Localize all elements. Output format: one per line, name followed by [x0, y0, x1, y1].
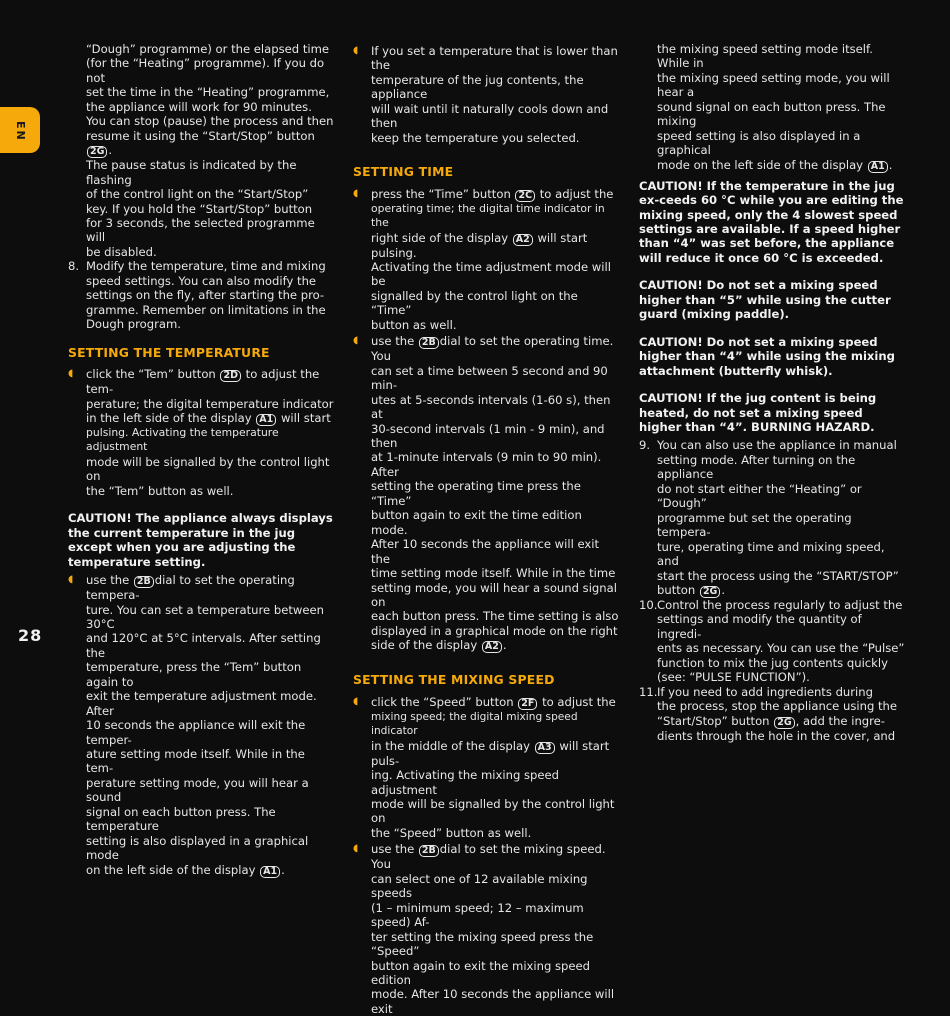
caution-mixing-attachment: CAUTION! Do not set a mixing speed higher than “4” while using the mixing attachment (butterfly whisk). [639, 334, 895, 378]
key-badge-2c: 2C [515, 190, 535, 202]
text-line [371, 695, 620, 710]
key-badge-2g: 2G [87, 146, 107, 158]
text-line [371, 739, 620, 768]
text-line: dients through the hole in the cover, and [657, 728, 896, 743]
list-number: 8. [68, 259, 80, 274]
text-line: Activating the time adjustment mode will be [371, 259, 611, 289]
text-line: ature setting mode itself. While in the tem- [86, 747, 305, 776]
text-line [86, 367, 334, 396]
key-badge-a1: A1 [868, 161, 888, 173]
text-line: at 1-minute intervals (9 min to 90 min). After [371, 450, 602, 479]
text-line: button again to exit the mixing speed edition [371, 958, 591, 988]
bullet-arrow-icon: ◖ [353, 45, 359, 56]
text-line: setting mode. After turning on the appliance [657, 452, 856, 482]
text-line: displayed in a graphical mode on the right [371, 623, 618, 638]
text-line [86, 411, 334, 426]
list-item-10 [639, 598, 905, 685]
text-line: ing. Activating the mixing speed adjustment [371, 768, 560, 797]
list-item-11 [639, 685, 905, 743]
page-number: 28 [18, 626, 43, 645]
text-span: in the middle of the display [371, 738, 530, 753]
text-line: The pause status is indicated by the flashing [86, 158, 297, 187]
text-line: exit the temperature adjustment mode. After [86, 689, 317, 718]
caution-jug-temperature: CAUTION! If the temperature in the jug ex-ceeds 60 °C while you are editing the mixing speed, only the 4 slowest speed settings are available. If a speed higher than “4” was set before, the appliance will reduce it once 60 °C is exceeded. [639, 178, 904, 265]
text-line: temperature, press the “Tem” button again to [86, 660, 302, 689]
text-line: utes at 5-seconds intervals (1-60 s), then at [371, 392, 611, 422]
list-number: 10. [639, 597, 658, 612]
bullet-arrow-icon: ◖ [353, 695, 359, 707]
text-span: press the “Time” button [371, 186, 511, 201]
bullet-speed-1 [353, 695, 620, 841]
text-line: will wait until it naturally cools down and then [371, 101, 609, 131]
bullet-time-2 [353, 334, 620, 653]
bullet-arrow-icon: ◖ [353, 843, 359, 855]
text-line: ter setting the mixing speed press the “Speed” [371, 929, 594, 959]
list-number: 9. [639, 438, 651, 453]
text-line: 30-second intervals (1 min - 9 min), and then [371, 421, 605, 450]
bullet-arrow-icon: ◖ [353, 187, 359, 199]
bullet-arrow-icon: ◖ [68, 368, 74, 380]
text-line: settings on the fly, after starting the pro- [86, 288, 325, 303]
text-line: You can also use the appliance in manual [657, 438, 897, 453]
text-line: perature; the digital temperature indicator [86, 396, 334, 411]
intro-paragraph [68, 42, 334, 259]
text-line: the mixing speed setting mode itself. While in [657, 42, 873, 71]
text-span: dial to set the mixing speed. You [371, 842, 606, 872]
text-line: speed setting is also displayed in a graphical [657, 128, 861, 158]
key-badge-2b: 2B [134, 576, 154, 588]
text-span: to adjust the [539, 186, 614, 201]
text-line: setting the operating time press the “Time” [371, 479, 581, 508]
text-span: will start pulsing. [371, 230, 588, 260]
text-line: function to mix the jug contents quickly [657, 655, 888, 670]
bullet-arrow-icon: ◖ [68, 574, 74, 586]
text-line: set the time in the “Heating” programme, [86, 85, 330, 100]
text-span: click the “Speed” button [371, 694, 514, 709]
text-line: You can stop (pause) the process and then [86, 114, 334, 129]
list-number: 11. [639, 684, 658, 699]
text-span: right side of the display [371, 230, 509, 245]
text-line: of the control light on the “Start/Stop” [86, 187, 309, 202]
text-line: (see: “PULSE FUNCTION”). [657, 670, 810, 685]
bullet-time-1 [353, 187, 620, 333]
column-3 [639, 42, 905, 743]
key-badge-2g: 2G [774, 717, 794, 729]
text-line [371, 842, 620, 871]
key-badge-a2: A2 [482, 641, 502, 653]
text-line: button 2G . [657, 582, 726, 597]
text-span: button [657, 582, 696, 597]
text-line [86, 573, 334, 602]
column-1 [68, 42, 334, 878]
bullet-arrow-icon: ◖ [353, 335, 359, 347]
key-badge-a1: A1 [260, 866, 280, 878]
bullet-temperature-3 [353, 44, 620, 145]
text-line: can select one of 12 available mixing speeds [371, 871, 588, 901]
text-span: to adjust the tem- [86, 367, 320, 397]
text-span: dial to set the operating tempera- [86, 573, 295, 603]
key-badge-2b: 2B [419, 337, 439, 349]
caution-cutter-guard: CAUTION! Do not set a mixing speed higher than “5” while using the cutter guard (mixing paddle). [639, 278, 891, 322]
list-item-9 [639, 438, 905, 598]
text-span: will start [280, 410, 331, 425]
text-line: for 3 seconds, the selected programme will [86, 215, 315, 245]
text-line [86, 863, 334, 878]
key-badge-2d: 2D [220, 370, 241, 382]
bullet-temperature-2 [68, 573, 334, 878]
text-line: setting is also displayed in a graphical mode [86, 833, 309, 863]
list-item-8 [68, 259, 334, 331]
text-line: mode. After 10 seconds the appliance will exit [371, 987, 615, 1016]
text-line: operating time; the digital time indicator in the [371, 201, 605, 230]
text-span: . [108, 143, 113, 158]
text-line: Dough program. [86, 317, 181, 332]
caution-burning-hazard: CAUTION! If the jug content is being heated, do not set a mixing speed higher than “4”. BURNING HAZARD. [639, 391, 877, 434]
text-span: on the left side of the display [86, 862, 256, 877]
text-span: use the [86, 573, 130, 588]
key-badge-2f: 2F [518, 698, 537, 710]
text-line: ture. You can set a temperature between 30°C [86, 602, 324, 631]
text-line: If you need to add ingredients during [657, 684, 873, 699]
text-line: After 10 seconds the appliance will exit the [371, 537, 600, 566]
text-line: the process, stop the appliance using the [657, 699, 898, 714]
text-line: be disabled. [86, 244, 157, 259]
text-span: resume it using the “Start/Stop” button [86, 128, 315, 143]
text-line: key. If you hold the “Start/Stop” button [86, 201, 313, 216]
text-line: temperature of the jug contents, the appliance [371, 72, 584, 102]
text-span: will start puls- [371, 738, 610, 768]
heading-setting-time: SETTING TIME [353, 164, 454, 180]
text-line: mixing speed; the digital mixing speed indicator [371, 710, 578, 738]
caution-temperature: CAUTION! The appliance always displays the current temperature in the jug except when you are adjusting the temperature setting. [68, 511, 333, 569]
text-line [371, 334, 620, 363]
bullet-temperature-1 [68, 367, 334, 498]
text-line: each button press. The time setting is also [371, 609, 619, 624]
text-line: time setting mode itself. While in the time [371, 566, 616, 581]
text-line: Control the process regularly to adjust the [657, 597, 903, 612]
text-line: perature setting mode, you will hear a sound [86, 775, 309, 805]
text-line: pulsing. Activating the temperature adjustment [86, 425, 279, 454]
text-span: in the left side of the display [86, 410, 252, 425]
text-line: button as well. [371, 317, 457, 332]
text-line: settings and modify the quantity of ingredi- [657, 612, 862, 641]
text-span: , add the ingre- [795, 713, 885, 728]
text-span: dial to set the operating time. You [371, 334, 614, 364]
key-badge-2g: 2G [700, 586, 720, 598]
text-line: setting mode, you will hear a sound signal on [371, 580, 617, 609]
text-line: signalled by the control light on the “Time” [371, 288, 578, 318]
key-badge-2b: 2B [419, 845, 439, 857]
key-badge-a1: A1 [256, 414, 276, 426]
text-line: can set a time between 5 second and 90 min- [371, 363, 608, 393]
text-line: side of the display A2 . [371, 638, 507, 653]
text-line [657, 714, 905, 729]
text-line: Modify the temperature, time and mixing [86, 259, 326, 274]
key-badge-a2: A2 [513, 234, 533, 246]
column-2 [353, 42, 620, 1016]
text-line: gramme. Remember on limitations in the [86, 302, 326, 317]
text-line: mode will be signalled by the control light on [86, 454, 330, 484]
text-line: mode will be signalled by the control light on [371, 797, 615, 826]
speed-continuation [639, 42, 905, 173]
heading-setting-mixing-speed: SETTING THE MIXING SPEED [353, 672, 555, 688]
text-span: . [281, 862, 285, 877]
text-line: “Dough” programme) or the elapsed time [86, 42, 330, 56]
text-line [86, 129, 334, 158]
text-span: click the “Tem” button [86, 367, 216, 382]
text-line [371, 187, 620, 202]
text-span: to adjust the [542, 694, 616, 709]
key-badge-a3: A3 [535, 742, 555, 754]
text-line: mode on the left side of the display A1 . [657, 157, 893, 172]
text-line: do not start either the “Heating” or “Dough” [657, 481, 862, 511]
text-span: mode on the left side of the display [657, 157, 864, 172]
language-tab-label: EN [14, 121, 27, 142]
text-line: the “Tem” button as well. [86, 483, 234, 498]
text-line: the mixing speed setting mode, you will hear a [657, 70, 890, 100]
text-line: ents as necessary. You can use the “Pulse” [657, 641, 905, 656]
text-line: (1 – minimum speed; 12 – maximum speed) Af- [371, 900, 584, 930]
text-line: (for the “Heating” programme). If you do not [86, 56, 325, 85]
text-line: and 120°C at 5°C intervals. After setting the [86, 631, 321, 660]
text-line [371, 231, 620, 260]
text-line: keep the temperature you selected. [371, 130, 580, 145]
text-line: the “Speed” button as well. [371, 825, 532, 840]
text-line: 10 seconds the appliance will exit the temper- [86, 718, 306, 747]
text-line: ture, operating time and mixing speed, and [657, 539, 885, 569]
text-line: the appliance will work for 90 minutes. [86, 99, 312, 114]
text-line: programme but set the operating tempera- [657, 510, 852, 540]
text-span: side of the display [371, 638, 478, 653]
bullet-speed-2 [353, 842, 620, 1016]
text-line: signal on each button press. The temperature [86, 804, 276, 834]
text-span: “Start/Stop” button [657, 713, 770, 728]
text-span: use the [371, 842, 415, 857]
text-line: start the process using the “START/STOP” [657, 568, 899, 583]
text-line: button again to exit the time edition mode. [371, 508, 582, 537]
text-line: If you set a temperature that is lower than the [371, 44, 618, 73]
heading-setting-temperature: SETTING THE TEMPERATURE [68, 344, 270, 360]
text-span: use the [371, 334, 415, 349]
text-line: speed settings. You can also modify the [86, 273, 317, 288]
text-line: sound signal on each button press. The mixing [657, 99, 886, 129]
